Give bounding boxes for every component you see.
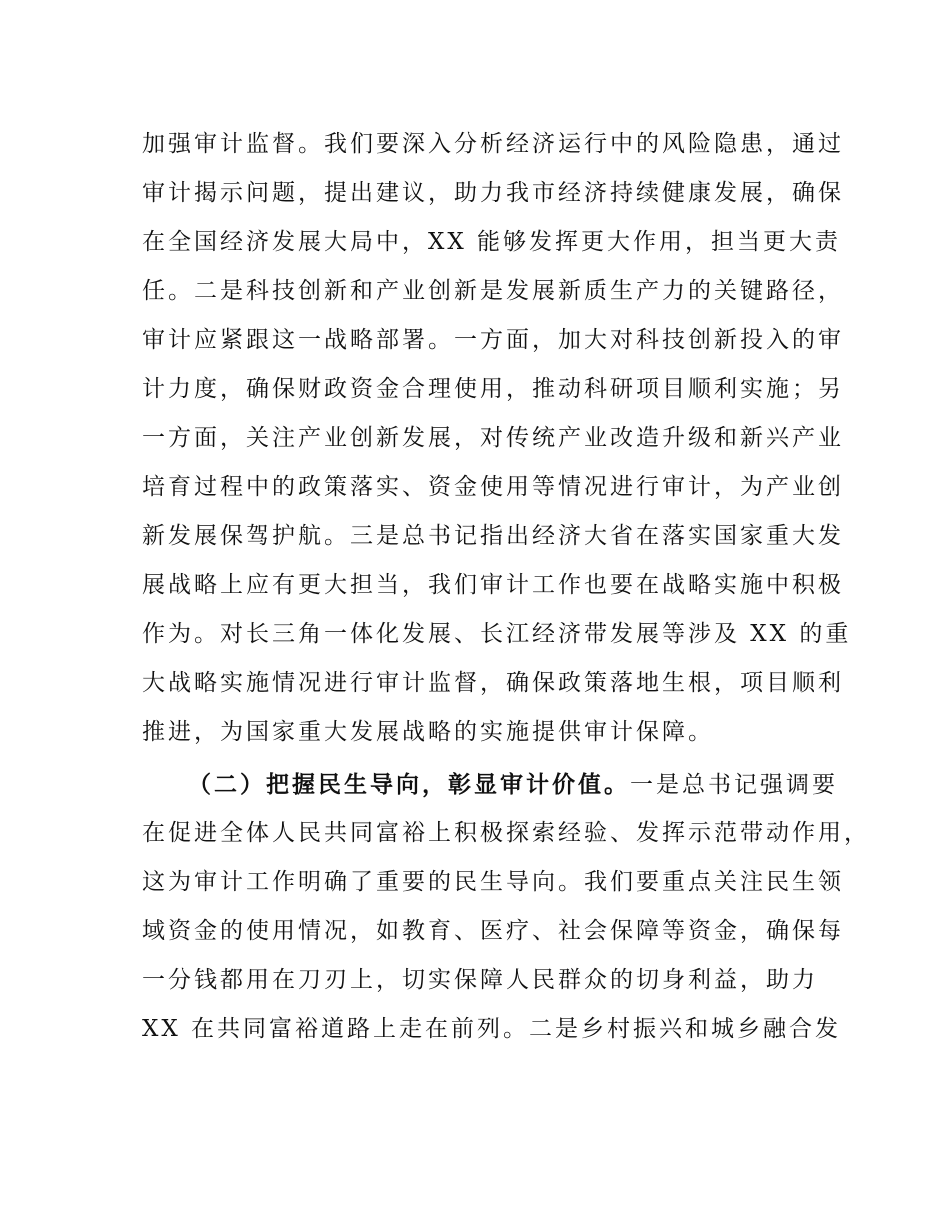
paragraph-1-line-5: 审计应紧跟这一战略部署。一方面，加大对科技创新投入的审	[142, 327, 844, 353]
paragraph-1-line-10: 展战略上应有更大担当，我们审计工作也要在战略实施中积极	[142, 572, 844, 598]
paragraph-1-line-8: 培育过程中的政策落实、资金使用等情况进行审计，为产业创	[142, 474, 844, 500]
paragraph-1-line-6: 计力度，确保财政资金合理使用，推动科研项目顺利实施；另	[142, 376, 844, 402]
paragraph-1-line-7: 一方面，关注产业创新发展，对传统产业改造升级和新兴产业	[142, 425, 844, 451]
paragraph-1-line-12: 大战略实施情况进行审计监督，确保政策落地生根，项目顺利	[142, 670, 844, 696]
paragraph-2-first-line	[142, 760, 838, 809]
paragraph-1	[142, 120, 852, 757]
paragraph-1-line-3: 在全国经济发展大局中，XX 能够发挥更大作用，担当更大责	[142, 229, 842, 255]
paragraph-2-line-2: 在促进全体人民共同富裕上积极探索经验、发挥示范带动作用，	[142, 820, 870, 846]
paragraph-2-line-6: XX 在共同富裕道路上走在前列。二是乡村振兴和城乡融合发	[142, 1016, 842, 1042]
paragraph-1-line-13: 推进，为国家重大发展战略的实施提供审计保障。	[142, 719, 714, 745]
paragraph-1-line-9: 新发展保驾护航。三是总书记指出经济大省在落实国家重大发	[142, 523, 844, 549]
paragraph-1-line-2: 审计揭示问题，提出建议，助力我市经济持续健康发展，确保	[142, 180, 844, 206]
paragraph-2-first-line-text: 一是总书记强调要	[630, 772, 838, 798]
section-heading: （二）把握民生导向，彰显审计价值。	[188, 771, 630, 798]
paragraph-1-line-1: 加强审计监督。我们要深入分析经济运行中的风险隐患，通过	[142, 131, 844, 157]
paragraph-1-line-11: 作为。对长三角一体化发展、长江经济带发展等涉及 XX 的重	[142, 621, 852, 647]
paragraph-2-line-5: 一分钱都用在刀刃上，切实保障人民群众的切身利益，助力	[142, 967, 818, 993]
paragraph-2	[142, 760, 870, 1054]
paragraph-2-line-3: 这为审计工作明确了重要的民生导向。我们要重点关注民生领	[142, 869, 844, 895]
paragraph-2-line-4: 域资金的使用情况，如教育、医疗、社会保障等资金，确保每	[142, 918, 844, 944]
paragraph-1-line-4: 任。二是科技创新和产业创新是发展新质生产力的关键路径，	[142, 278, 844, 304]
